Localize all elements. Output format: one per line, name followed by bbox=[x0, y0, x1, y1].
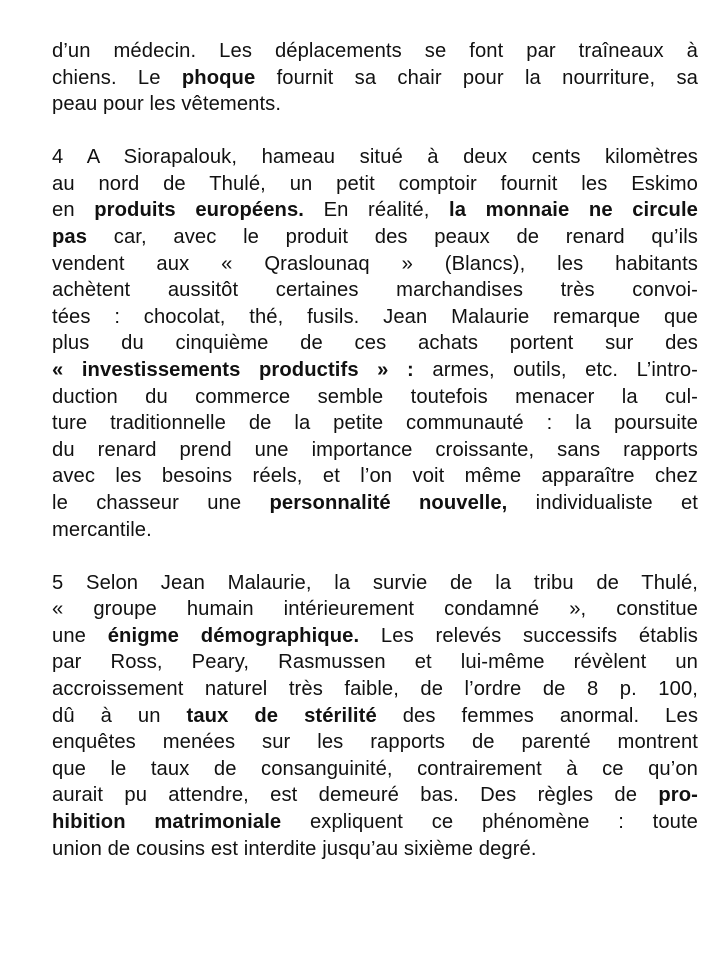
text-run: des femmes anormal. Les bbox=[376, 704, 699, 727]
text-run: avec les besoins réels, et l’on voit même apparaître chez bbox=[52, 465, 698, 488]
text-line bbox=[52, 357, 698, 384]
text-run: En réalité, bbox=[304, 199, 450, 222]
text-run: car, avec le produit des peaux de renard qu’ils bbox=[87, 226, 698, 249]
text-run: que le taux de consanguinité, contrairement à ce qu’on bbox=[52, 757, 698, 780]
text-run: du renard prend une importance croissante, sans rapports bbox=[52, 438, 698, 461]
text-run: expliquent ce phénomène : toute bbox=[281, 811, 699, 834]
text-line bbox=[52, 490, 698, 517]
paragraph-p-continuation bbox=[52, 38, 698, 118]
text-run: peau pour les vêtements. bbox=[52, 93, 282, 116]
text-run: au nord de Thulé, un petit comptoir fournit les Eskimo bbox=[52, 172, 698, 195]
text-line bbox=[52, 649, 698, 676]
text-line bbox=[52, 171, 698, 198]
text-run: vendent aux « Qraslounaq » (Blancs), les habitants bbox=[52, 252, 698, 275]
text-line bbox=[52, 330, 698, 357]
paragraph-p-4 bbox=[52, 144, 698, 543]
text-line bbox=[52, 836, 698, 863]
bold-term: hibition matrimoniale bbox=[52, 811, 282, 834]
bold-term: « investissements productifs » : bbox=[52, 359, 414, 382]
text-line bbox=[52, 623, 698, 650]
text-line bbox=[52, 410, 698, 437]
text-line bbox=[52, 809, 698, 836]
bold-term: produits européens. bbox=[94, 199, 305, 222]
text-line bbox=[52, 38, 698, 65]
document-page bbox=[52, 38, 698, 862]
text-line bbox=[52, 517, 698, 544]
paragraph-gap bbox=[52, 118, 698, 145]
text-run: ture traditionnelle de la petite communauté : la poursuite bbox=[52, 412, 698, 435]
text-run: une bbox=[52, 624, 108, 647]
text-line bbox=[52, 197, 698, 224]
text-run: mercantile. bbox=[52, 518, 152, 541]
text-line bbox=[52, 756, 698, 783]
text-run: le chasseur une bbox=[52, 492, 270, 514]
text-run: Les relevés successifs établis bbox=[359, 624, 698, 647]
text-line bbox=[52, 596, 698, 623]
text-run: 5 Selon Jean Malaurie, la survie de la tribu de Thulé, bbox=[52, 571, 698, 594]
text-run: enquêtes menées sur les rapports de parenté montrent bbox=[52, 731, 698, 754]
text-line bbox=[52, 384, 698, 411]
text-run: plus du cinquième de ces achats portent sur des bbox=[52, 332, 698, 355]
text-run: achètent aussitôt certaines marchandises très convoi- bbox=[52, 279, 698, 302]
text-run: accroissement naturel très faible, de l’ordre de 8 p. 100, bbox=[52, 678, 698, 701]
paragraph-p-5 bbox=[52, 570, 698, 863]
bold-term: taux de stérilité bbox=[186, 704, 377, 727]
text-line bbox=[52, 251, 698, 278]
text-line bbox=[52, 570, 698, 597]
text-line bbox=[52, 782, 698, 809]
text-line bbox=[52, 703, 698, 730]
text-run: tées : chocolat, thé, fusils. Jean Malaurie remarque que bbox=[52, 305, 698, 328]
text-run: par Ross, Peary, Rasmussen et lui-même révèlent un bbox=[52, 651, 698, 674]
paragraph-gap bbox=[52, 543, 698, 570]
text-run: aurait pu attendre, est demeuré bas. Des règles de bbox=[52, 784, 659, 807]
text-run: en bbox=[52, 199, 95, 222]
text-line bbox=[52, 65, 698, 92]
bold-term: pro- bbox=[658, 784, 698, 807]
text-run: individualiste et bbox=[507, 492, 698, 514]
bold-term: pas bbox=[52, 226, 88, 249]
text-line bbox=[52, 437, 698, 464]
text-line bbox=[52, 729, 698, 756]
text-line bbox=[52, 676, 698, 703]
text-run: dû à un bbox=[52, 704, 187, 727]
text-line bbox=[52, 144, 698, 171]
text-line bbox=[52, 91, 698, 118]
bold-term: personnalité nouvelle, bbox=[269, 492, 508, 514]
text-run: duction du commerce semble toutefois menacer la cul- bbox=[52, 385, 698, 408]
text-run: fournit sa chair pour la nourriture, sa bbox=[255, 66, 698, 89]
bold-term: la monnaie ne circule bbox=[449, 199, 698, 222]
text-line bbox=[52, 463, 698, 490]
text-run: 4 A Siorapalouk, hameau situé à deux cents kilomètres bbox=[52, 146, 698, 169]
bold-term: phoque bbox=[181, 66, 256, 89]
text-run: chiens. Le bbox=[52, 66, 182, 89]
text-line bbox=[52, 304, 698, 331]
text-line bbox=[52, 277, 698, 304]
text-line bbox=[52, 224, 698, 251]
text-run: armes, outils, etc. L’intro- bbox=[413, 359, 698, 382]
text-run: union de cousins est interdite jusqu’au sixième degré. bbox=[52, 837, 537, 860]
bold-term: énigme démographique. bbox=[107, 624, 360, 647]
text-run: « groupe humain intérieurement condamné », constitue bbox=[52, 598, 698, 621]
text-run: d’un médecin. Les déplacements se font par traîneaux à bbox=[52, 40, 698, 62]
